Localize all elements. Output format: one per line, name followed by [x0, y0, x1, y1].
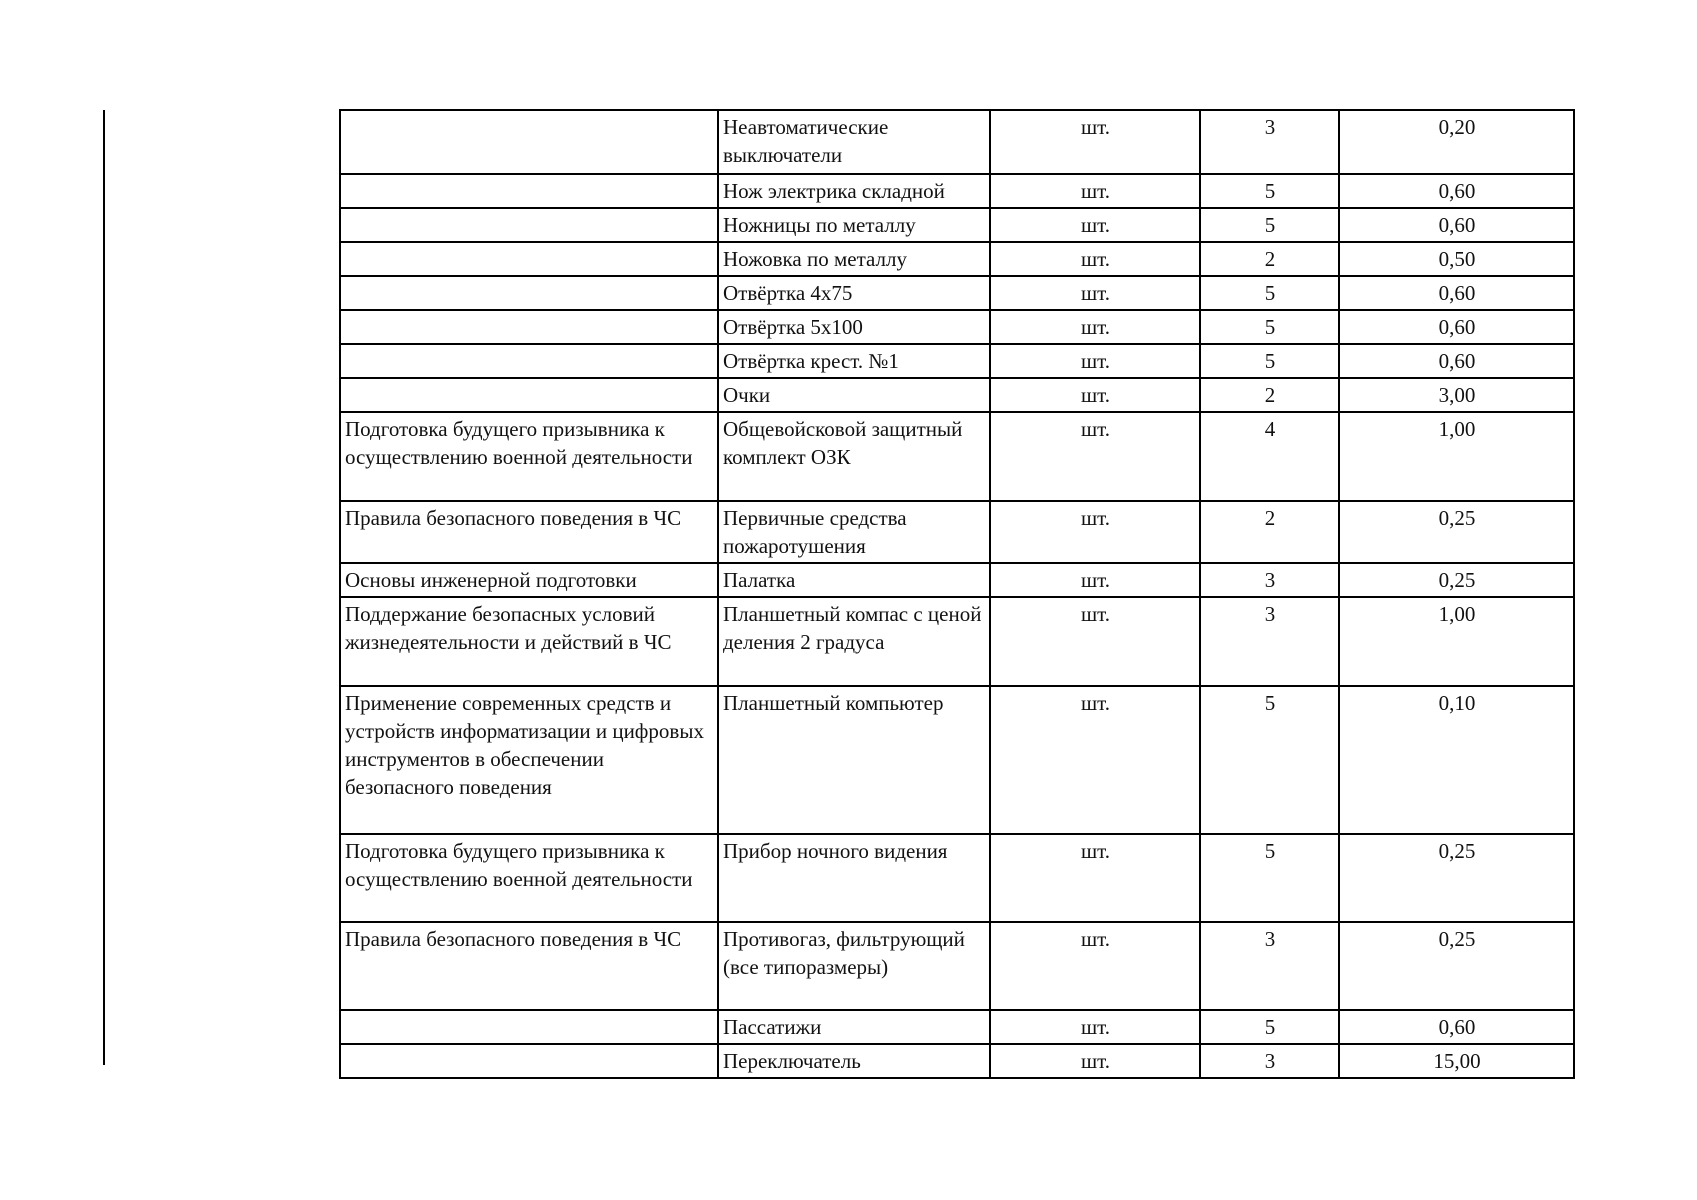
qty-cell: 5	[1200, 276, 1339, 310]
table-row	[340, 110, 1574, 174]
unit-cell: шт.	[990, 501, 1200, 563]
qty-cell: 5	[1200, 208, 1339, 242]
unit-cell: шт.	[990, 922, 1200, 1010]
topic-cell	[340, 1010, 718, 1044]
unit-cell: шт.	[990, 310, 1200, 344]
topic-cell	[340, 1044, 718, 1078]
item-cell: Отвёртка 4х75	[718, 276, 990, 310]
item-cell: Планшетный компьютер	[718, 686, 990, 834]
topic-cell: Подготовка будущего призывника к осуществлению военной деятельности	[340, 834, 718, 922]
qty-cell: 5	[1200, 834, 1339, 922]
table-row	[340, 1010, 1574, 1044]
qty-cell: 5	[1200, 174, 1339, 208]
topic-cell: Поддержание безопасных условий жизнедеятельности и действий в ЧС	[340, 597, 718, 686]
table-row	[340, 208, 1574, 242]
unit-cell: шт.	[990, 686, 1200, 834]
value-cell: 0,25	[1339, 563, 1574, 597]
value-cell: 0,25	[1339, 501, 1574, 563]
item-cell: Нож электрика складной	[718, 174, 990, 208]
table-row	[340, 174, 1574, 208]
item-cell: Первичные средства пожаротушения	[718, 501, 990, 563]
value-cell: 0,60	[1339, 208, 1574, 242]
qty-cell: 5	[1200, 344, 1339, 378]
item-cell: Пассатижи	[718, 1010, 990, 1044]
unit-cell: шт.	[990, 1044, 1200, 1078]
qty-cell: 3	[1200, 922, 1339, 1010]
unit-cell: шт.	[990, 412, 1200, 501]
unit-cell: шт.	[990, 242, 1200, 276]
unit-cell: шт.	[990, 563, 1200, 597]
topic-cell	[340, 242, 718, 276]
qty-cell: 2	[1200, 501, 1339, 563]
value-cell: 0,50	[1339, 242, 1574, 276]
unit-cell: шт.	[990, 1010, 1200, 1044]
table-row	[340, 276, 1574, 310]
table-row	[340, 597, 1574, 686]
value-cell: 1,00	[1339, 412, 1574, 501]
table-row	[340, 378, 1574, 412]
item-cell: Переключатель	[718, 1044, 990, 1078]
equipment-table	[339, 109, 1575, 1079]
item-cell: Палатка	[718, 563, 990, 597]
unit-cell: шт.	[990, 834, 1200, 922]
item-cell: Отвёртка 5х100	[718, 310, 990, 344]
value-cell: 0,60	[1339, 344, 1574, 378]
item-cell: Ножовка по металлу	[718, 242, 990, 276]
topic-cell	[340, 208, 718, 242]
topic-cell	[340, 174, 718, 208]
value-cell: 0,20	[1339, 110, 1574, 174]
value-cell: 0,60	[1339, 276, 1574, 310]
margin-rule	[103, 110, 105, 1065]
qty-cell: 5	[1200, 1010, 1339, 1044]
item-cell: Планшетный компас с ценой деления 2 градуса	[718, 597, 990, 686]
value-cell: 0,60	[1339, 1010, 1574, 1044]
table-row	[340, 242, 1574, 276]
value-cell: 3,00	[1339, 378, 1574, 412]
unit-cell: шт.	[990, 208, 1200, 242]
value-cell: 0,25	[1339, 834, 1574, 922]
table-row	[340, 412, 1574, 501]
qty-cell: 3	[1200, 597, 1339, 686]
value-cell: 0,25	[1339, 922, 1574, 1010]
topic-cell	[340, 378, 718, 412]
unit-cell: шт.	[990, 276, 1200, 310]
qty-cell: 3	[1200, 1044, 1339, 1078]
table-row	[340, 686, 1574, 834]
qty-cell: 5	[1200, 310, 1339, 344]
topic-cell	[340, 344, 718, 378]
table-row	[340, 563, 1574, 597]
value-cell: 15,00	[1339, 1044, 1574, 1078]
table-row	[340, 501, 1574, 563]
unit-cell: шт.	[990, 174, 1200, 208]
table-row	[340, 834, 1574, 922]
unit-cell: шт.	[990, 344, 1200, 378]
qty-cell: 3	[1200, 110, 1339, 174]
topic-cell: Правила безопасного поведения в ЧС	[340, 922, 718, 1010]
unit-cell: шт.	[990, 110, 1200, 174]
item-cell: Неавтоматические выключатели	[718, 110, 990, 174]
qty-cell: 2	[1200, 242, 1339, 276]
topic-cell: Подготовка будущего призывника к осуществлению военной деятельности	[340, 412, 718, 501]
value-cell: 1,00	[1339, 597, 1574, 686]
unit-cell: шт.	[990, 597, 1200, 686]
table-row	[340, 1044, 1574, 1078]
qty-cell: 4	[1200, 412, 1339, 501]
unit-cell: шт.	[990, 378, 1200, 412]
item-cell: Противогаз, фильтрующий (все типоразмеры)	[718, 922, 990, 1010]
table-row	[340, 922, 1574, 1010]
topic-cell: Основы инженерной подготовки	[340, 563, 718, 597]
item-cell: Прибор ночного видения	[718, 834, 990, 922]
item-cell: Отвёртка крест. №1	[718, 344, 990, 378]
qty-cell: 5	[1200, 686, 1339, 834]
topic-cell: Применение современных средств и устройств информатизации и цифровых инструментов в обеспечении безопасного поведения	[340, 686, 718, 834]
value-cell: 0,60	[1339, 310, 1574, 344]
qty-cell: 3	[1200, 563, 1339, 597]
topic-cell: Правила безопасного поведения в ЧС	[340, 501, 718, 563]
topic-cell	[340, 110, 718, 174]
topic-cell	[340, 276, 718, 310]
item-cell: Общевойсковой защитный комплект ОЗК	[718, 412, 990, 501]
table-row	[340, 310, 1574, 344]
item-cell: Очки	[718, 378, 990, 412]
value-cell: 0,60	[1339, 174, 1574, 208]
item-cell: Ножницы по металлу	[718, 208, 990, 242]
qty-cell: 2	[1200, 378, 1339, 412]
table-row	[340, 344, 1574, 378]
topic-cell	[340, 310, 718, 344]
value-cell: 0,10	[1339, 686, 1574, 834]
